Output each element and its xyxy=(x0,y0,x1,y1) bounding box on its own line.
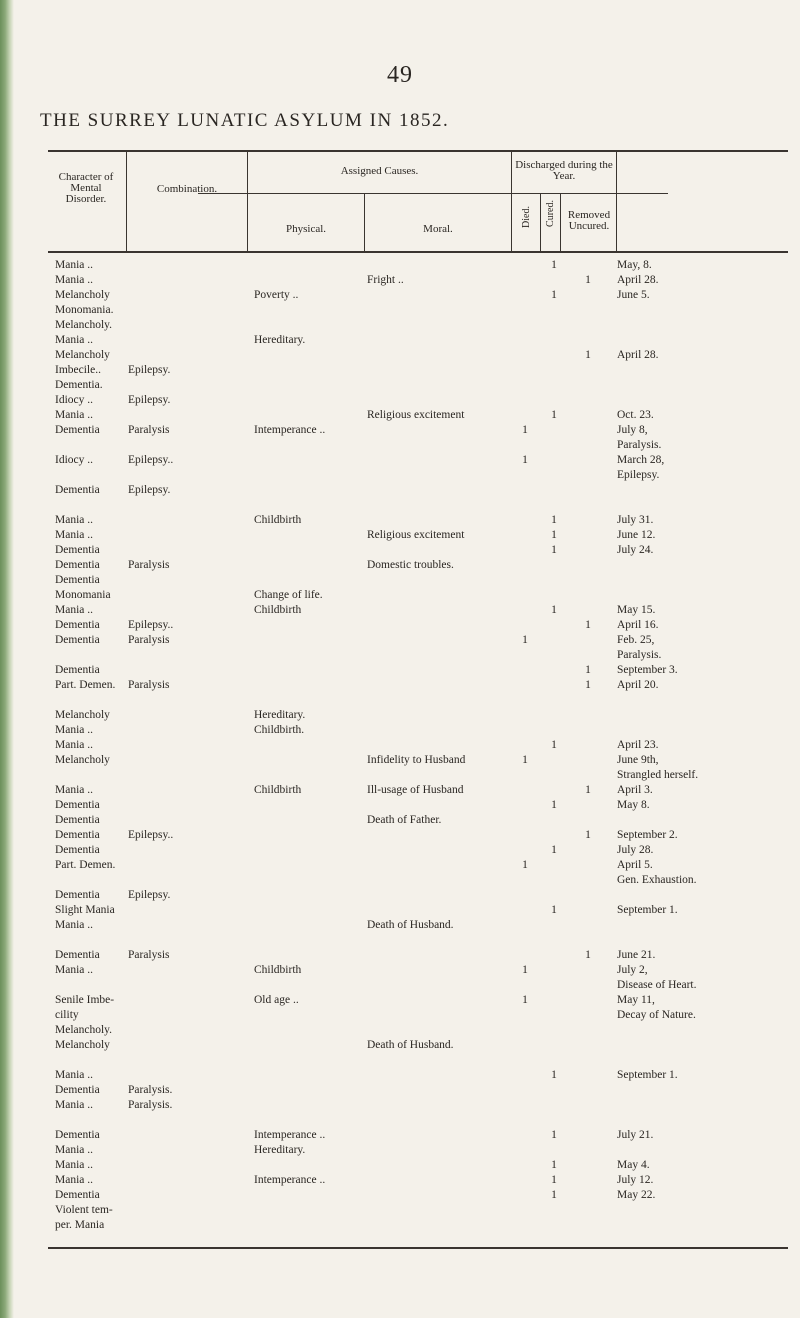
table-row xyxy=(48,1159,788,1173)
discharged-subheader-rule xyxy=(198,193,668,194)
date-note-cell: September 3. xyxy=(617,664,678,676)
physical-cause-cell: Intemperance .. xyxy=(254,1174,326,1186)
header-col-rule xyxy=(364,193,365,251)
table-row xyxy=(48,889,788,903)
moral-cause-cell: Death of Husband. xyxy=(367,1039,454,1051)
character-cell: Dementia xyxy=(55,814,100,826)
cured-cell: 1 xyxy=(551,529,557,541)
character-cell: Mania .. xyxy=(55,514,94,526)
asylum-table xyxy=(48,150,788,1300)
cured-cell: 1 xyxy=(551,544,557,556)
physical-cause-cell: Childbirth xyxy=(254,604,302,616)
physical-cause-cell: Old age .. xyxy=(254,994,299,1006)
header-combination: Combination. xyxy=(156,183,218,195)
physical-cause-cell: Childbirth xyxy=(254,964,302,976)
table-row xyxy=(48,589,788,603)
table-row xyxy=(48,274,788,288)
table-row xyxy=(48,559,788,573)
character-cell: Melancholy xyxy=(55,289,110,301)
header-assigned-causes: Assigned Causes. xyxy=(340,165,419,177)
moral-cause-cell: Religious excitement xyxy=(367,409,465,421)
date-note-cell: April 3. xyxy=(617,784,653,796)
character-cell: per. Mania xyxy=(55,1219,105,1231)
physical-cause-cell: Childbirth xyxy=(254,784,302,796)
character-cell: Imbecile.. xyxy=(55,364,101,376)
table-row xyxy=(48,364,788,378)
table-row xyxy=(48,334,788,348)
date-note-cell: May 8. xyxy=(617,799,650,811)
moral-cause-cell: Death of Husband. xyxy=(367,919,454,931)
table-row xyxy=(48,1204,788,1218)
table-row xyxy=(48,1024,788,1038)
header-character: Character of Mental Disorder. xyxy=(58,171,114,205)
date-note-cell: Strangled herself. xyxy=(617,769,699,781)
header-physical: Physical. xyxy=(285,223,327,235)
character-cell: cility xyxy=(55,1009,79,1021)
combination-cell: Paralysis. xyxy=(128,1099,173,1111)
table-row xyxy=(48,529,788,543)
header-died: Died. xyxy=(521,206,532,228)
combination-cell: Epilepsy. xyxy=(128,364,171,376)
physical-cause-cell: Childbirth xyxy=(254,514,302,526)
date-note-cell: June 12. xyxy=(617,529,656,541)
character-cell: Mania .. xyxy=(55,334,94,346)
date-note-cell: April 5. xyxy=(617,859,653,871)
character-cell: Mania .. xyxy=(55,784,94,796)
cured-cell: 1 xyxy=(551,1189,557,1201)
table-row xyxy=(48,709,788,723)
date-note-cell: May 22. xyxy=(617,1189,656,1201)
table-row xyxy=(48,379,788,393)
character-cell: Mania .. xyxy=(55,274,94,286)
table-row xyxy=(48,679,788,693)
table-row xyxy=(48,949,788,963)
date-note-cell: Paralysis. xyxy=(617,439,662,451)
character-cell: Dementia xyxy=(55,664,100,676)
table-row xyxy=(48,604,788,618)
removed-uncured-cell: 1 xyxy=(585,829,591,841)
table-top-rule xyxy=(48,150,788,152)
physical-cause-cell: Hereditary. xyxy=(254,1144,306,1156)
date-note-cell: Disease of Heart. xyxy=(617,979,697,991)
removed-uncured-cell: 1 xyxy=(585,619,591,631)
removed-uncured-cell: 1 xyxy=(585,679,591,691)
character-cell: Melancholy. xyxy=(55,319,113,331)
page-number: 49 xyxy=(387,62,413,88)
table-row xyxy=(48,754,788,768)
table-row xyxy=(48,634,788,648)
character-cell: Dementia xyxy=(55,619,100,631)
date-note-cell: Epilepsy. xyxy=(617,469,660,481)
header-removed: Removed Uncured. xyxy=(567,209,611,232)
cured-cell: 1 xyxy=(551,904,557,916)
table-row xyxy=(48,829,788,843)
physical-cause-cell: Intemperance .. xyxy=(254,424,326,436)
character-cell: Mania .. xyxy=(55,1099,94,1111)
header-col-rule xyxy=(126,150,127,251)
table-row xyxy=(48,574,788,588)
table-bottom-rule xyxy=(48,1247,788,1249)
combination-cell: Paralysis xyxy=(128,679,170,691)
table-row xyxy=(48,859,788,873)
date-note-cell: June 21. xyxy=(617,949,656,961)
died-cell: 1 xyxy=(522,454,528,466)
character-cell: Mania .. xyxy=(55,604,94,616)
moral-cause-cell: Death of Father. xyxy=(367,814,442,826)
table-row xyxy=(48,514,788,528)
moral-cause-cell: Ill-usage of Husband xyxy=(367,784,464,796)
table-row xyxy=(48,739,788,753)
character-cell: Dementia xyxy=(55,949,100,961)
date-note-cell: July 2, xyxy=(617,964,648,976)
character-cell: Part. Demen. xyxy=(55,679,116,691)
table-row xyxy=(48,649,788,663)
cured-cell: 1 xyxy=(551,409,557,421)
cured-cell: 1 xyxy=(551,289,557,301)
date-note-cell: July 21. xyxy=(617,1129,654,1141)
table-row xyxy=(48,1174,788,1188)
table-row xyxy=(48,1114,788,1128)
date-note-cell: April 16. xyxy=(617,619,659,631)
character-cell: Dementia xyxy=(55,1129,100,1141)
physical-cause-cell: Poverty .. xyxy=(254,289,299,301)
character-cell: Dementia xyxy=(55,559,100,571)
table-row xyxy=(48,769,788,783)
combination-cell: Paralysis xyxy=(128,424,170,436)
character-cell: Mania .. xyxy=(55,259,94,271)
died-cell: 1 xyxy=(522,424,528,436)
header-col-rule xyxy=(560,193,561,251)
character-cell: Dementia xyxy=(55,844,100,856)
combination-cell: Epilepsy.. xyxy=(128,619,174,631)
died-cell: 1 xyxy=(522,964,528,976)
table-row xyxy=(48,424,788,438)
table-row xyxy=(48,919,788,933)
date-note-cell: July 24. xyxy=(617,544,654,556)
combination-cell: Paralysis xyxy=(128,559,170,571)
table-row xyxy=(48,394,788,408)
table-row xyxy=(48,664,788,678)
table-row xyxy=(48,934,788,948)
table-row xyxy=(48,1219,788,1233)
character-cell: Dementia xyxy=(55,889,100,901)
character-cell: Mania .. xyxy=(55,739,94,751)
combination-cell: Epilepsy. xyxy=(128,394,171,406)
table-row xyxy=(48,784,788,798)
table-row xyxy=(48,1144,788,1158)
table-row xyxy=(48,1039,788,1053)
header-discharged: Discharged during the Year. xyxy=(515,159,613,182)
combination-cell: Epilepsy. xyxy=(128,484,171,496)
table-row xyxy=(48,499,788,513)
date-note-cell: April 28. xyxy=(617,349,659,361)
table-row xyxy=(48,454,788,468)
cured-cell: 1 xyxy=(551,514,557,526)
character-cell: Melancholy xyxy=(55,349,110,361)
header-bottom-rule xyxy=(48,251,788,253)
table-row xyxy=(48,409,788,423)
physical-cause-cell: Intemperance .. xyxy=(254,1129,326,1141)
removed-uncured-cell: 1 xyxy=(585,949,591,961)
character-cell: Melancholy xyxy=(55,1039,110,1051)
character-cell: Dementia xyxy=(55,799,100,811)
table-row xyxy=(48,1084,788,1098)
character-cell: Mania .. xyxy=(55,964,94,976)
character-cell: Mania .. xyxy=(55,1144,94,1156)
table-row xyxy=(48,484,788,498)
character-cell: Mania .. xyxy=(55,529,94,541)
character-cell: Dementia xyxy=(55,424,100,436)
header-moral: Moral. xyxy=(423,223,453,235)
character-cell: Idiocy .. xyxy=(55,394,94,406)
page-binding-edge xyxy=(0,0,14,1318)
cured-cell: 1 xyxy=(551,259,557,271)
table-row xyxy=(48,469,788,483)
date-note-cell: April 23. xyxy=(617,739,659,751)
character-cell: Dementia xyxy=(55,1084,100,1096)
died-cell: 1 xyxy=(522,994,528,1006)
character-cell: Senile Imbe- xyxy=(55,994,115,1006)
cured-cell: 1 xyxy=(551,1069,557,1081)
cured-cell: 1 xyxy=(551,1129,557,1141)
removed-uncured-cell: 1 xyxy=(585,784,591,796)
date-note-cell: May 4. xyxy=(617,1159,650,1171)
combination-cell: Paralysis xyxy=(128,634,170,646)
header-cured: Cured. xyxy=(545,200,556,227)
character-cell: Mania .. xyxy=(55,1159,94,1171)
table-row xyxy=(48,304,788,318)
table-row xyxy=(48,799,788,813)
date-note-cell: April 20. xyxy=(617,679,659,691)
date-note-cell: April 28. xyxy=(617,274,659,286)
cured-cell: 1 xyxy=(551,799,557,811)
table-row xyxy=(48,1069,788,1083)
character-cell: Part. Demen. xyxy=(55,859,116,871)
date-note-cell: July 28. xyxy=(617,844,654,856)
physical-cause-cell: Hereditary. xyxy=(254,334,306,346)
character-cell: Mania .. xyxy=(55,409,94,421)
moral-cause-cell: Religious excitement xyxy=(367,529,465,541)
table-row xyxy=(48,694,788,708)
date-note-cell: September 1. xyxy=(617,904,678,916)
combination-cell: Paralysis. xyxy=(128,1084,173,1096)
character-cell: Dementia xyxy=(55,829,100,841)
table-row xyxy=(48,619,788,633)
date-note-cell: July 12. xyxy=(617,1174,654,1186)
table-row xyxy=(48,994,788,1008)
table-row xyxy=(48,904,788,918)
combination-cell: Paralysis xyxy=(128,949,170,961)
physical-cause-cell: Change of life. xyxy=(254,589,323,601)
died-cell: 1 xyxy=(522,859,528,871)
date-note-cell: July 31. xyxy=(617,514,654,526)
character-cell: Mania .. xyxy=(55,724,94,736)
date-note-cell: May 15. xyxy=(617,604,656,616)
date-note-cell: July 8, xyxy=(617,424,648,436)
character-cell: Slight Mania xyxy=(55,904,115,916)
moral-cause-cell: Infidelity to Husband xyxy=(367,754,466,766)
table-row xyxy=(48,1189,788,1203)
header-col-rule xyxy=(616,150,617,251)
removed-uncured-cell: 1 xyxy=(585,349,591,361)
date-note-cell: Gen. Exhaustion. xyxy=(617,874,697,886)
table-row xyxy=(48,544,788,558)
date-note-cell: June 9th, xyxy=(617,754,659,766)
header-col-rule xyxy=(540,193,541,251)
physical-cause-cell: Childbirth. xyxy=(254,724,305,736)
date-note-cell: September 2. xyxy=(617,829,678,841)
character-cell: Idiocy .. xyxy=(55,454,94,466)
date-note-cell: Decay of Nature. xyxy=(617,1009,696,1021)
died-cell: 1 xyxy=(522,634,528,646)
date-note-cell: March 28, xyxy=(617,454,665,466)
table-row xyxy=(48,1054,788,1068)
combination-cell: Epilepsy.. xyxy=(128,454,174,466)
date-note-cell: Oct. 23. xyxy=(617,409,654,421)
table-row xyxy=(48,1099,788,1113)
moral-cause-cell: Domestic troubles. xyxy=(367,559,454,571)
page-title: THE SURREY LUNATIC ASYLUM IN 1852. xyxy=(40,110,450,131)
table-row xyxy=(48,319,788,333)
table-row xyxy=(48,979,788,993)
date-note-cell: May 11, xyxy=(617,994,655,1006)
physical-cause-cell: Hereditary. xyxy=(254,709,306,721)
character-cell: Violent tem- xyxy=(55,1204,113,1216)
table-row xyxy=(48,1129,788,1143)
removed-uncured-cell: 1 xyxy=(585,274,591,286)
character-cell: Dementia. xyxy=(55,379,103,391)
cured-cell: 1 xyxy=(551,1174,557,1186)
table-row xyxy=(48,874,788,888)
died-cell: 1 xyxy=(522,754,528,766)
character-cell: Mania .. xyxy=(55,1069,94,1081)
character-cell: Dementia xyxy=(55,1189,100,1201)
combination-cell: Epilepsy. xyxy=(128,889,171,901)
character-cell: Dementia xyxy=(55,544,100,556)
character-cell: Melancholy xyxy=(55,709,110,721)
table-row xyxy=(48,349,788,363)
date-note-cell: September 1. xyxy=(617,1069,678,1081)
cured-cell: 1 xyxy=(551,1159,557,1171)
table-row xyxy=(48,814,788,828)
table-row xyxy=(48,724,788,738)
combination-cell: Epilepsy.. xyxy=(128,829,174,841)
character-cell: Dementia xyxy=(55,634,100,646)
date-note-cell: June 5. xyxy=(617,289,650,301)
character-cell: Melancholy. xyxy=(55,1024,113,1036)
table-row xyxy=(48,1009,788,1023)
cured-cell: 1 xyxy=(551,739,557,751)
removed-uncured-cell: 1 xyxy=(585,664,591,676)
character-cell: Melancholy xyxy=(55,754,110,766)
table-row xyxy=(48,439,788,453)
table-row xyxy=(48,964,788,978)
character-cell: Dementia xyxy=(55,574,100,586)
character-cell: Mania .. xyxy=(55,1174,94,1186)
moral-cause-cell: Fright .. xyxy=(367,274,404,286)
table-row xyxy=(48,259,788,273)
date-note-cell: Paralysis. xyxy=(617,649,662,661)
character-cell: Monomania xyxy=(55,589,111,601)
table-row xyxy=(48,844,788,858)
date-note-cell: May, 8. xyxy=(617,259,652,271)
character-cell: Monomania. xyxy=(55,304,114,316)
cured-cell: 1 xyxy=(551,844,557,856)
character-cell: Mania .. xyxy=(55,919,94,931)
date-note-cell: Feb. 25, xyxy=(617,634,655,646)
table-row xyxy=(48,289,788,303)
character-cell: Dementia xyxy=(55,484,100,496)
cured-cell: 1 xyxy=(551,604,557,616)
